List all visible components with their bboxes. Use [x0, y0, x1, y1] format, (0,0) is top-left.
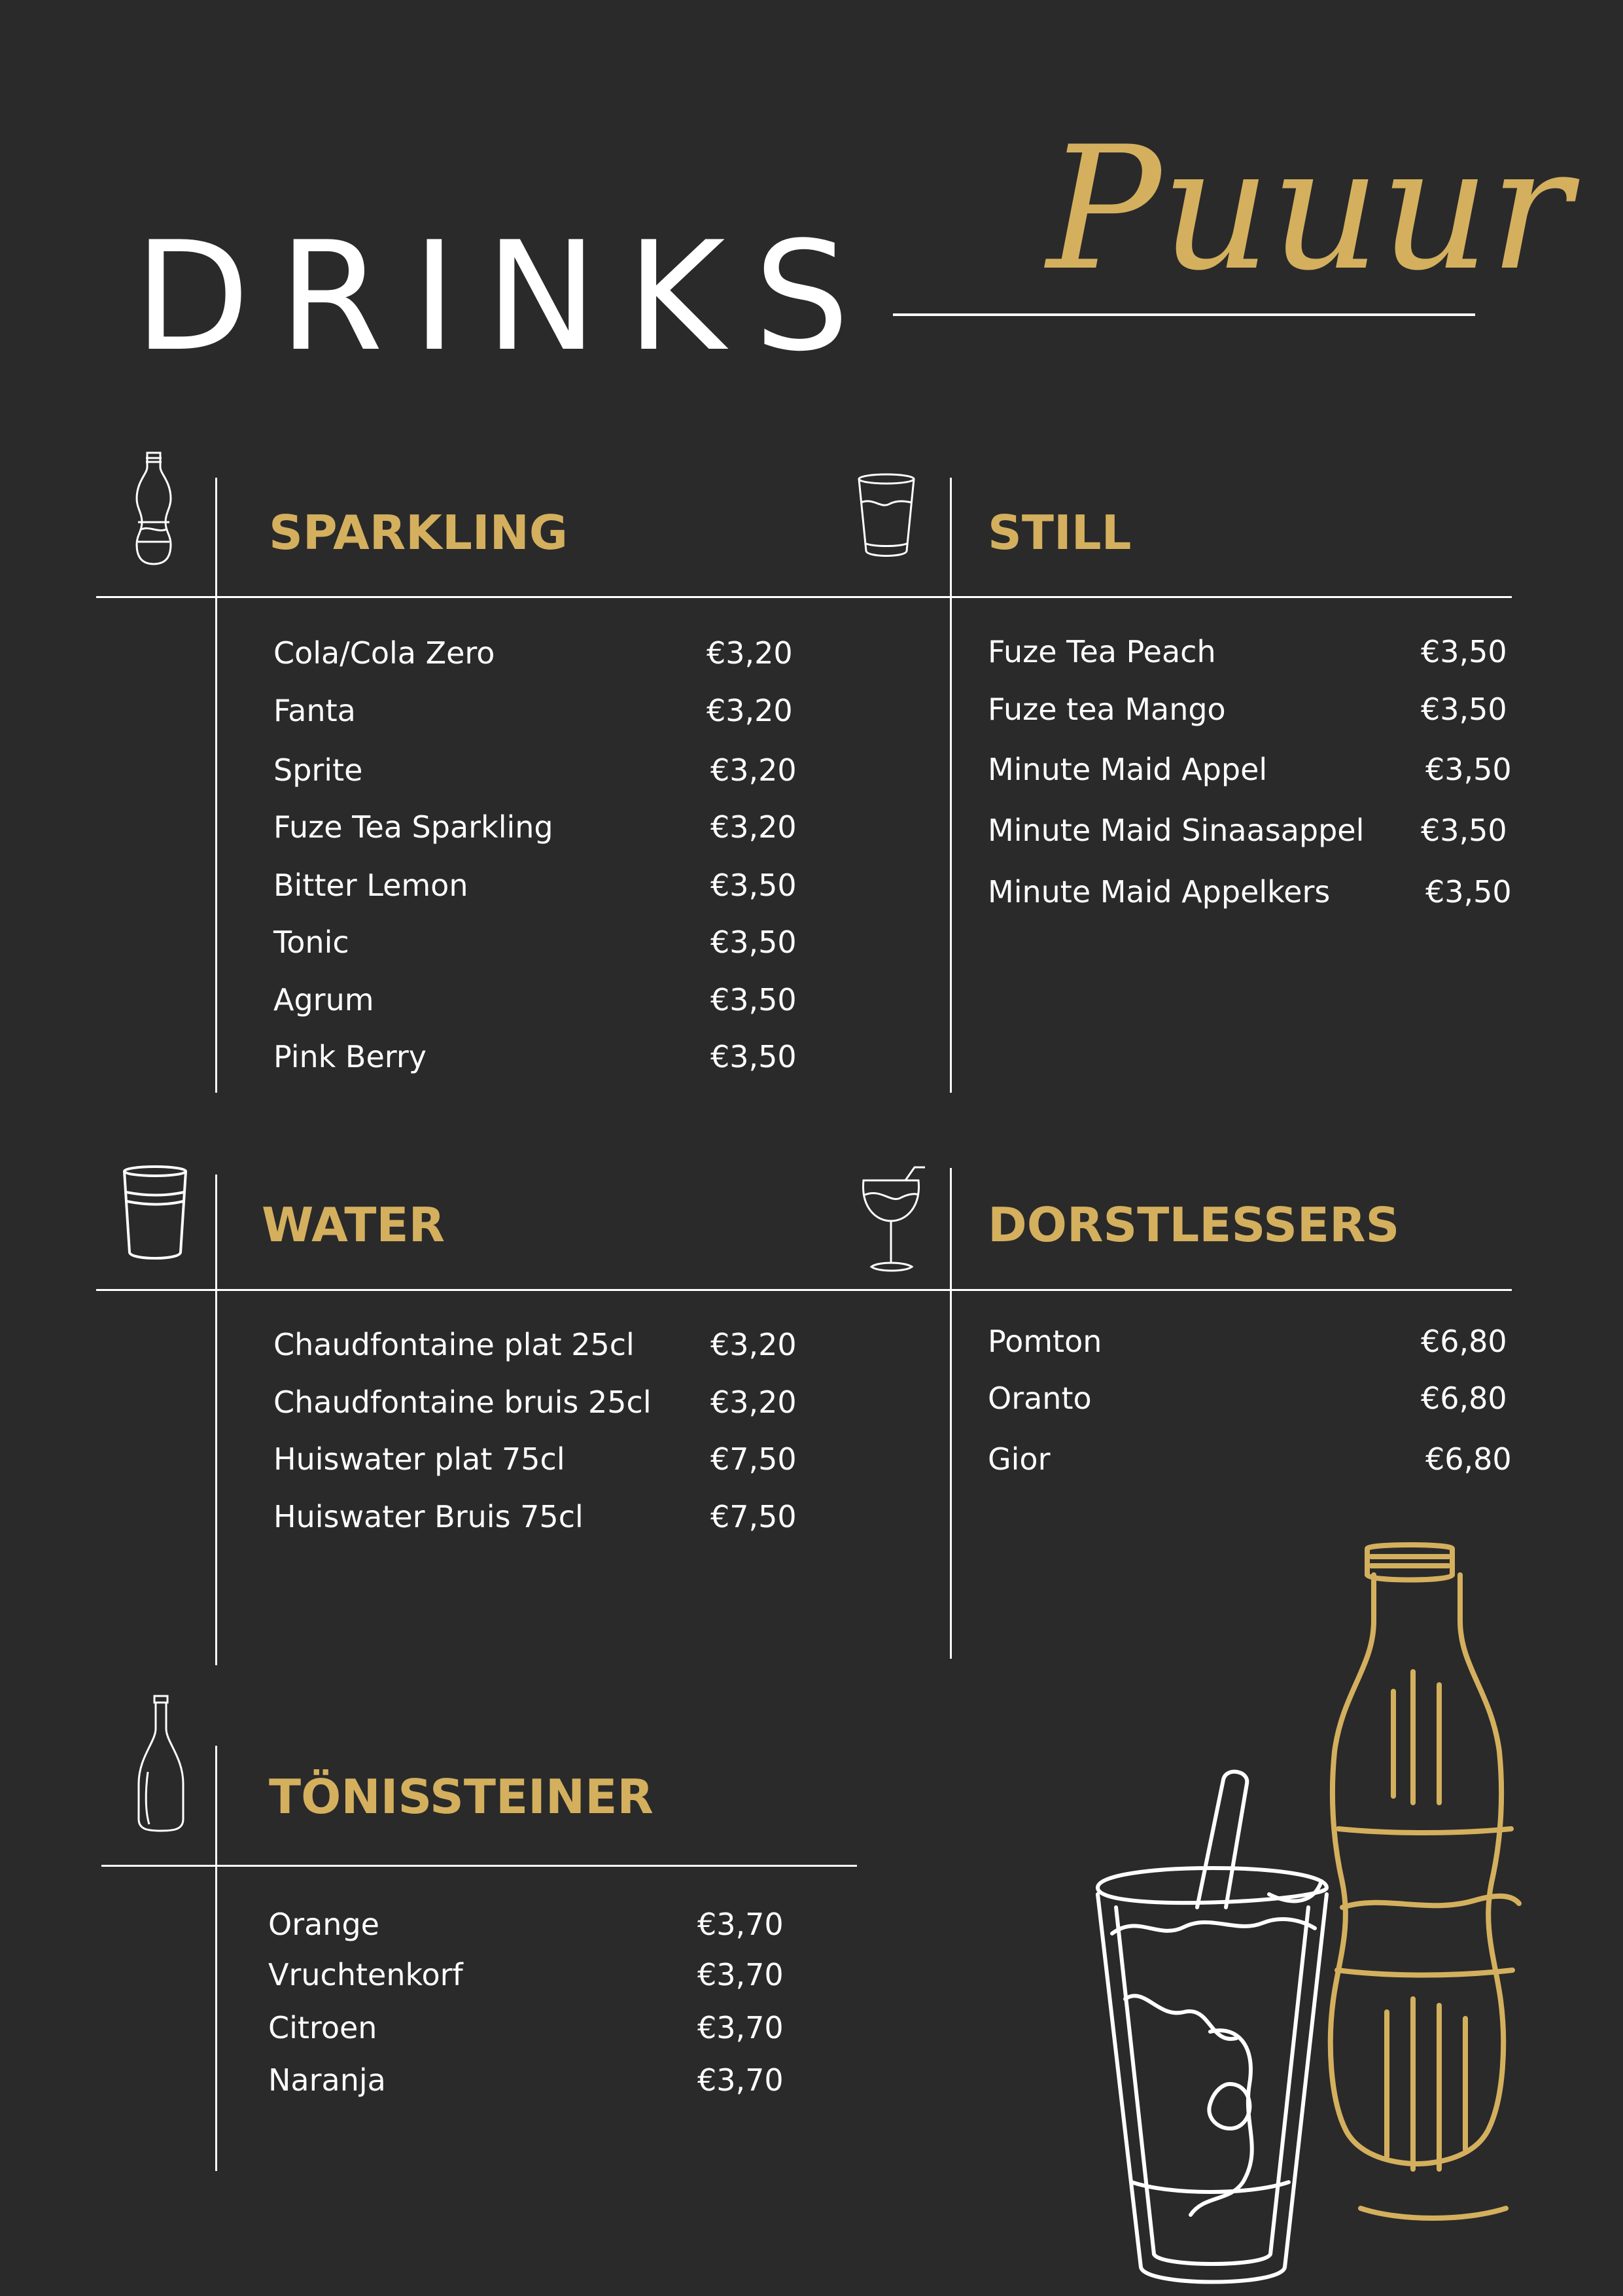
- menu-item-name: Vruchtenkorf: [268, 1957, 463, 1992]
- brand-logo: Puuur: [1047, 111, 1571, 308]
- divider: [950, 478, 952, 1093]
- menu-item-name: Naranja: [268, 2062, 386, 2098]
- menu-item-name: Minute Maid Appel: [988, 752, 1268, 787]
- menu-item-price: €3,20: [710, 1385, 797, 1420]
- divider: [215, 1174, 217, 1665]
- menu-item-name: Cola/Cola Zero: [273, 635, 495, 671]
- menu-item-name: Huiswater Bruis 75cl: [273, 1499, 584, 1534]
- menu-item-price: €3,50: [1425, 752, 1512, 787]
- menu-item-price: €3,20: [707, 693, 793, 728]
- section-title-still: STILL: [988, 505, 1132, 560]
- divider: [858, 596, 1512, 598]
- menu-item-name: Oranto: [988, 1381, 1092, 1416]
- menu-item-price: €3,50: [1421, 813, 1507, 848]
- menu-item-price: €7,50: [710, 1441, 797, 1477]
- divider: [215, 478, 217, 1093]
- menu-item-price: €3,70: [697, 1907, 784, 1942]
- menu-item-price: €3,20: [710, 752, 797, 788]
- brand-underline: [893, 313, 1475, 316]
- menu-item-price: €3,50: [710, 1039, 797, 1074]
- menu-item-name: Pomton: [988, 1324, 1102, 1359]
- menu-item-name: Fuze Tea Peach: [988, 634, 1216, 669]
- menu-item-price: €3,20: [710, 809, 797, 845]
- menu-item-name: Fanta: [273, 693, 356, 728]
- menu-item-price: €3,50: [1421, 692, 1507, 727]
- divider: [950, 1168, 952, 1659]
- divider: [215, 1746, 217, 2171]
- menu-item-name: Pink Berry: [273, 1039, 427, 1074]
- menu-item-price: €3,20: [710, 1327, 797, 1362]
- divider: [101, 1865, 857, 1867]
- menu-item-name: Gior: [988, 1441, 1051, 1477]
- menu-item-price: €3,50: [1421, 634, 1507, 669]
- divider: [96, 1289, 1512, 1291]
- menu-item-price: €3,70: [697, 1957, 784, 1992]
- water-glass-icon: [120, 1165, 190, 1263]
- menu-item-price: €3,50: [710, 982, 797, 1017]
- section-title-sparkling: SPARKLING: [269, 505, 568, 560]
- divider: [96, 596, 858, 598]
- menu-item-name: Minute Maid Sinaasappel: [988, 813, 1365, 848]
- menu-item-name: Fuze Tea Sparkling: [273, 809, 553, 845]
- menu-item-price: €3,20: [707, 635, 793, 671]
- menu-item-name: Sprite: [273, 752, 363, 788]
- menu-item-price: €6,80: [1421, 1381, 1507, 1416]
- menu-item-name: Huiswater plat 75cl: [273, 1441, 565, 1477]
- menu-item-name: Citroen: [268, 2010, 377, 2045]
- wine-glass-straw-icon: [860, 1165, 928, 1273]
- section-title-dorstlessers: DORSTLESSERS: [988, 1197, 1400, 1252]
- menu-item-name: Minute Maid Appelkers: [988, 874, 1331, 910]
- menu-item-price: €3,50: [710, 925, 797, 960]
- menu-item-price: €7,50: [710, 1499, 797, 1534]
- menu-item-price: €3,50: [1425, 874, 1512, 910]
- menu-item-price: €6,80: [1425, 1441, 1512, 1477]
- glass-bottle-icon: [136, 1693, 186, 1832]
- menu-item-name: Orange: [268, 1907, 379, 1942]
- section-title-water: WATER: [262, 1197, 445, 1252]
- menu-item-name: Tonic: [273, 925, 349, 960]
- soda-bottle-icon: [131, 450, 177, 568]
- menu-item-price: €3,70: [697, 2062, 784, 2098]
- menu-item-name: Bitter Lemon: [273, 868, 468, 903]
- menu-item-price: €3,50: [710, 868, 797, 903]
- bottle-and-glass-illustration: [1086, 1541, 1531, 2293]
- menu-item-name: Chaudfontaine bruis 25cl: [273, 1385, 652, 1420]
- cup-icon: [856, 472, 917, 561]
- menu-item-price: €6,80: [1421, 1324, 1507, 1359]
- page-title: DRINKS: [134, 210, 879, 385]
- section-title-tonissteiner: TÖNISSTEINER: [269, 1769, 654, 1824]
- menu-item-price: €3,70: [697, 2010, 784, 2045]
- menu-item-name: Agrum: [273, 982, 374, 1017]
- menu-item-name: Fuze tea Mango: [988, 692, 1226, 727]
- menu-item-name: Chaudfontaine plat 25cl: [273, 1327, 635, 1362]
